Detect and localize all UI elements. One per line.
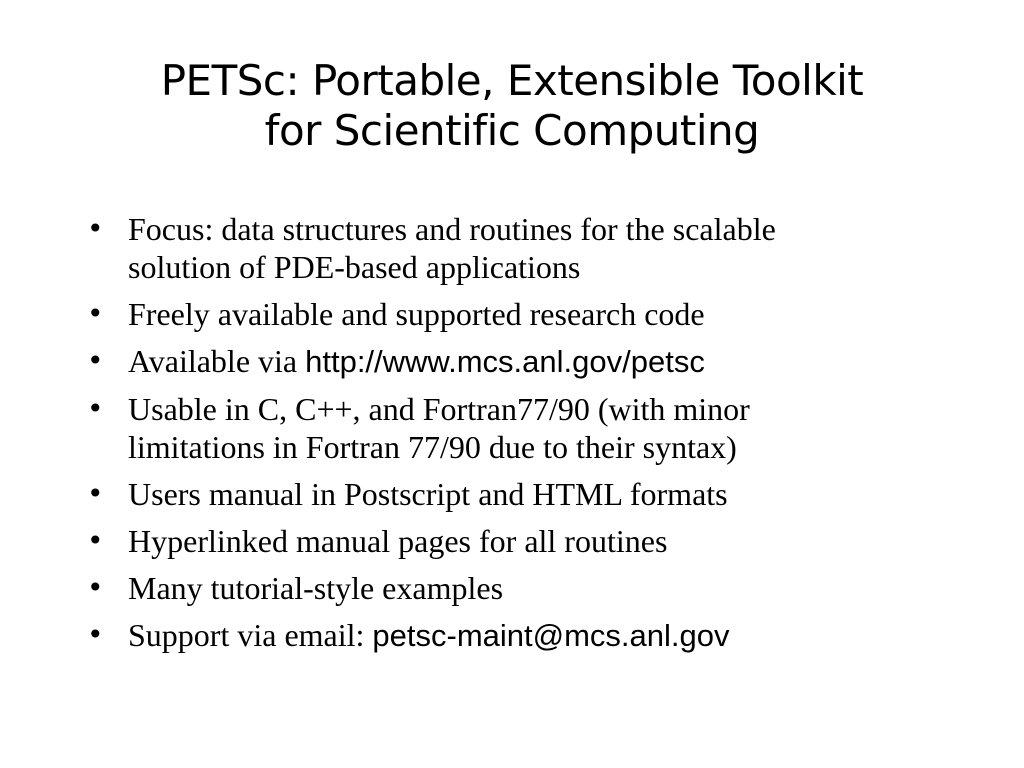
- bullet-item-focus: [87, 210, 967, 286]
- bullet-text-line-1: Focus: data structures and routines for the scalable: [128, 211, 776, 247]
- bullet-text: Support via email:: [128, 617, 373, 653]
- petsc-url-link[interactable]: http://www.mcs.anl.gov/petsc: [305, 344, 705, 379]
- bullet-icon: •: [87, 477, 104, 510]
- bullet-icon: •: [87, 212, 104, 245]
- bullet-item-freely-available: [87, 295, 967, 333]
- bullet-text: Available via: [128, 343, 306, 379]
- bullet-text: Many tutorial-style examples: [128, 570, 504, 606]
- slide-title-line-2: for Scientific Computing: [264, 106, 760, 155]
- bullet-item-tutorial-examples: [87, 569, 967, 607]
- bullet-text: Users manual in Postscript and HTML formats: [128, 476, 728, 512]
- slide-title-line-1: PETSc: Portable, Extensible Toolkit: [160, 56, 864, 105]
- bullet-text-line-2: limitations in Fortran 77/90 due to their syntax): [128, 429, 737, 465]
- bullet-icon: •: [87, 344, 104, 377]
- bullet-text-line-2: solution of PDE-based applications: [128, 249, 581, 285]
- bullet-icon: •: [87, 297, 104, 330]
- slide-title: [0, 56, 1024, 156]
- bullet-text: Freely available and supported research code: [128, 296, 705, 332]
- bullet-item-support-email: [87, 616, 967, 655]
- bullet-icon: •: [87, 571, 104, 604]
- bullet-item-available-via: [87, 342, 967, 381]
- bullet-item-users-manual: [87, 475, 967, 513]
- bullet-text-line-1: Usable in C, C++, and Fortran77/90 (with minor: [128, 391, 750, 427]
- support-email-link[interactable]: petsc-maint@mcs.anl.gov: [372, 618, 730, 653]
- bullet-list: [87, 210, 967, 664]
- bullet-icon: •: [87, 618, 104, 651]
- bullet-item-usable-in: [87, 390, 967, 466]
- bullet-text: Hyperlinked manual pages for all routines: [128, 523, 668, 559]
- bullet-item-hyperlinked-pages: [87, 522, 967, 560]
- bullet-icon: •: [87, 524, 104, 557]
- bullet-icon: •: [87, 392, 104, 425]
